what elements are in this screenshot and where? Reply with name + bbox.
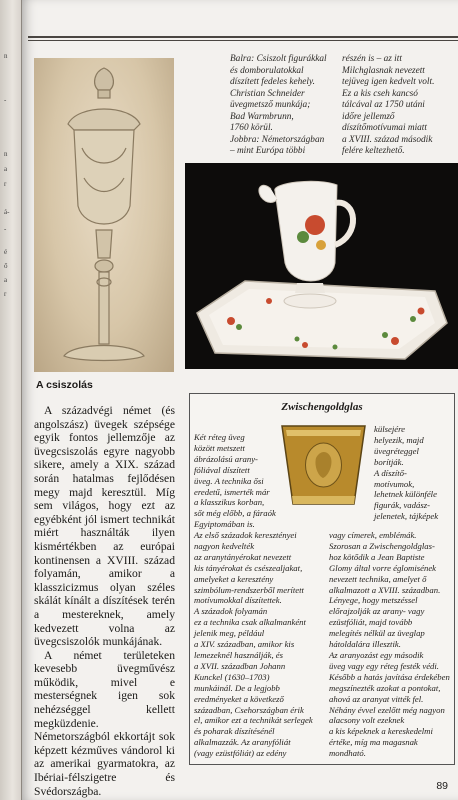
body-paragraph: A századvégi német (és angolszász) üvegek szépsége egyik fontos jellemzője az üvegcsiszolás egyre nagyobb sikere, amely a XIX. század során hatalmas fejlődésen megy majd keresztül. Míg sem világos, hogy ezt az egyébként jól ismert technikát miért használták ilyen kismértékben az európai kontinensen a XVIII. század folyamán, amikor a klasszicizmus olyan széles skálát kínált a díszítések terén a mestereknek, amely kedvezett volna az üvegcsiszolók munkájának. xyxy=(34,404,175,649)
sidebar-line: mondható. xyxy=(329,748,366,759)
sidebar-line: Később a hatás javítása érdekében xyxy=(329,671,450,682)
sidebar-line: A századok folyamán xyxy=(194,606,268,617)
sidebar-line: Néhány évvel ezelőtt még nagyon xyxy=(329,704,445,715)
prev-page-fragment: a xyxy=(4,276,8,284)
caption-line: Balra: Csiszolt figurákkal xyxy=(230,54,327,64)
sidebar-line: Kunckel (1630–1703) xyxy=(194,671,270,682)
sidebar-line: a kis képeknek a kereskedelmi xyxy=(329,726,433,737)
caption-line: díszítőmotívumai miatt xyxy=(342,123,427,133)
sidebar-line: Két réteg üveg xyxy=(194,432,245,442)
caption-line: a XVIII. század második xyxy=(342,134,433,145)
sidebar-line: Lényege, hogy metszéssel xyxy=(329,595,418,606)
sidebar-line: helyezik, majd xyxy=(374,434,424,445)
zwischengoldglas-sidebar xyxy=(189,393,455,765)
sidebar-line: sőt még előbb, a fáraók xyxy=(194,508,276,519)
sidebar-line: nevezett technika, amelyet ő xyxy=(329,573,427,584)
sidebar-line: alacsony volt ezeknek xyxy=(329,715,405,726)
sidebar-line: melegítés nélkül az üveglap xyxy=(329,628,425,639)
sidebar-line: figurák, vadász- xyxy=(374,500,430,511)
sidebar-line: A díszítő- xyxy=(374,467,407,478)
caption-line: Jobbra: Németországban xyxy=(230,134,325,145)
caption-line: díszített fedeles kehely. xyxy=(230,77,315,87)
prev-page-fragment: a xyxy=(4,165,8,173)
sidebar-line: lehetnek különféle xyxy=(374,489,437,500)
sidebar-line: munkáinál. De a legjobb xyxy=(194,682,280,693)
prev-page-fragment: r xyxy=(4,290,7,298)
sidebar-line: előrajzolják az arany- vagy xyxy=(329,606,425,617)
sidebar-line: alkalmazzák. Az aranyfóliát xyxy=(194,737,291,748)
sidebar-line: lemezeknél használják, és xyxy=(194,649,284,660)
sidebar-line: eredetű, ismerték már xyxy=(194,486,270,497)
photo-caption-left xyxy=(230,54,345,158)
page-number: 89 xyxy=(436,780,448,792)
sidebar-line: vagy címerek, emblémák. xyxy=(329,530,417,540)
prev-page-fragment: é xyxy=(4,248,8,256)
prev-page-fragment: n xyxy=(4,52,8,60)
caption-line: és domborulatokkal xyxy=(230,65,304,76)
previous-page-edge xyxy=(0,0,22,800)
sidebar-line: el, amikor ezt a technikát serlegek xyxy=(194,715,313,726)
sidebar-text-right-top xyxy=(374,424,454,522)
caption-line: tálcával az 1750 utáni xyxy=(342,100,425,110)
prev-page-fragment: r xyxy=(4,180,7,188)
sidebar-text-left-top xyxy=(194,432,280,530)
caption-line: tejüveg igen kedvelt volt. xyxy=(342,77,435,87)
sidebar-line: ahová az aranyat vitték fel. xyxy=(329,693,424,704)
sidebar-line: eredményeket a következő xyxy=(194,693,284,704)
milk-glass-jug-photo xyxy=(185,163,458,369)
gold-beaker-photo xyxy=(276,420,371,512)
sidebar-line: az aranytányérokat nevezett xyxy=(194,551,292,562)
goblet-illustration xyxy=(34,58,174,372)
jug-tray-illustration xyxy=(185,163,458,369)
sidebar-line: és poharak díszítésénél xyxy=(194,726,275,737)
sidebar-text-right-bottom xyxy=(329,530,454,759)
sidebar-line: Az aranyozást egy második xyxy=(329,649,424,660)
caption-line: üvegmetsző munkája; xyxy=(230,100,311,110)
sidebar-line: Egyiptomában is. xyxy=(194,519,255,530)
book-page xyxy=(22,0,458,800)
covered-goblet-photo xyxy=(34,58,174,372)
caption-line: Milchglasnak nevezett xyxy=(342,65,425,76)
sidebar-line: században, Csehországban érik xyxy=(194,704,304,715)
caption-line: felére keltezhető. xyxy=(342,146,405,156)
caption-line: Christian Schneider xyxy=(230,88,305,99)
sidebar-line: szimbólum-rendszerből merített xyxy=(194,584,304,595)
caption-line: – mint Európa többi xyxy=(230,146,306,156)
sidebar-line: nagyon kedvelték xyxy=(194,540,255,551)
sidebar-line: hátoldalára illesztik. xyxy=(329,639,401,650)
sidebar-line: borítják. xyxy=(374,456,404,467)
prev-page-fragment: - xyxy=(4,225,7,233)
sidebar-line: alkalmazott a XVIII. században. xyxy=(329,584,441,595)
prev-page-fragment: ő xyxy=(4,262,8,270)
sidebar-line: a XVII. században Johann xyxy=(194,660,286,671)
sidebar-line: üveg. A technika ősi xyxy=(194,475,264,486)
prev-page-fragment: - xyxy=(4,96,7,104)
sidebar-line: motívumok, xyxy=(374,478,415,489)
caption-line: részén is – az itt xyxy=(342,54,402,64)
sidebar-line: a XIV. században, amikor kis xyxy=(194,639,295,650)
section-heading: A csiszolás xyxy=(36,379,93,391)
sidebar-line: jelenetek, tájképek xyxy=(374,511,439,522)
sidebar-line: ábrázolású arany- xyxy=(194,453,258,464)
caption-line: 1760 körül. xyxy=(230,123,273,133)
sidebar-line: ezüstfóliát, majd tovább xyxy=(329,617,413,628)
sidebar-line: a klasszikus korban, xyxy=(194,497,265,508)
sidebar-line: kis tányérokat és csészealjakat, xyxy=(194,562,303,573)
sidebar-line: megszínezték azokat a pontokat, xyxy=(329,682,441,693)
sidebar-line: Glomy által vorre églomisének xyxy=(329,562,437,573)
sidebar-line: között metszett xyxy=(194,442,245,453)
sidebar-line: fóliával díszített xyxy=(194,464,250,475)
prev-page-fragment: n xyxy=(4,150,8,158)
sidebar-line: hoz kötődik a Jean Baptiste xyxy=(329,551,425,562)
caption-line: Bad Warmbrunn, xyxy=(230,111,294,122)
sidebar-line: külsejére xyxy=(374,424,406,434)
prev-page-fragment: á- xyxy=(4,208,10,216)
photo-caption-right xyxy=(342,54,458,158)
main-body-text xyxy=(34,404,175,798)
sidebar-line: értéke, míg ma magasnak xyxy=(329,737,418,748)
sidebar-title: Zwischengoldglas xyxy=(281,401,363,413)
sidebar-line: ez a technika csak alkalmanként xyxy=(194,617,306,628)
sidebar-line: Szorosan a Zwischengoldglas- xyxy=(329,540,435,551)
sidebar-line: Az első századok keresztényei xyxy=(194,530,297,540)
sidebar-line: üveg vagy egy réteg festék védi. xyxy=(329,660,439,671)
header-rule xyxy=(28,36,458,41)
body-paragraph: A német területeken kevesebb üvegművész működik, mivel e mesterségnek igen sok nehézséggel kellett megküzdenie. Németországból ekkortájt sok képzett kézműves vándorol ki az amerikai gyarmatokra, az Ibériai-félszigetre és Svédországba. xyxy=(34,648,175,798)
beaker-illustration xyxy=(276,420,371,512)
caption-line: időre jellemző xyxy=(342,111,395,122)
sidebar-line: jelenik meg, például xyxy=(194,628,265,639)
sidebar-text-left-bottom xyxy=(194,530,329,759)
sidebar-line: (vagy ezüstfóliát) az edény xyxy=(194,748,287,759)
caption-line: Ez a kis cseh kancsó xyxy=(342,88,418,99)
sidebar-line: üvegréteggel xyxy=(374,445,419,456)
sidebar-line: motívumokkal díszítettek. xyxy=(194,595,282,606)
sidebar-line: amelyeket a keresztény xyxy=(194,573,274,584)
